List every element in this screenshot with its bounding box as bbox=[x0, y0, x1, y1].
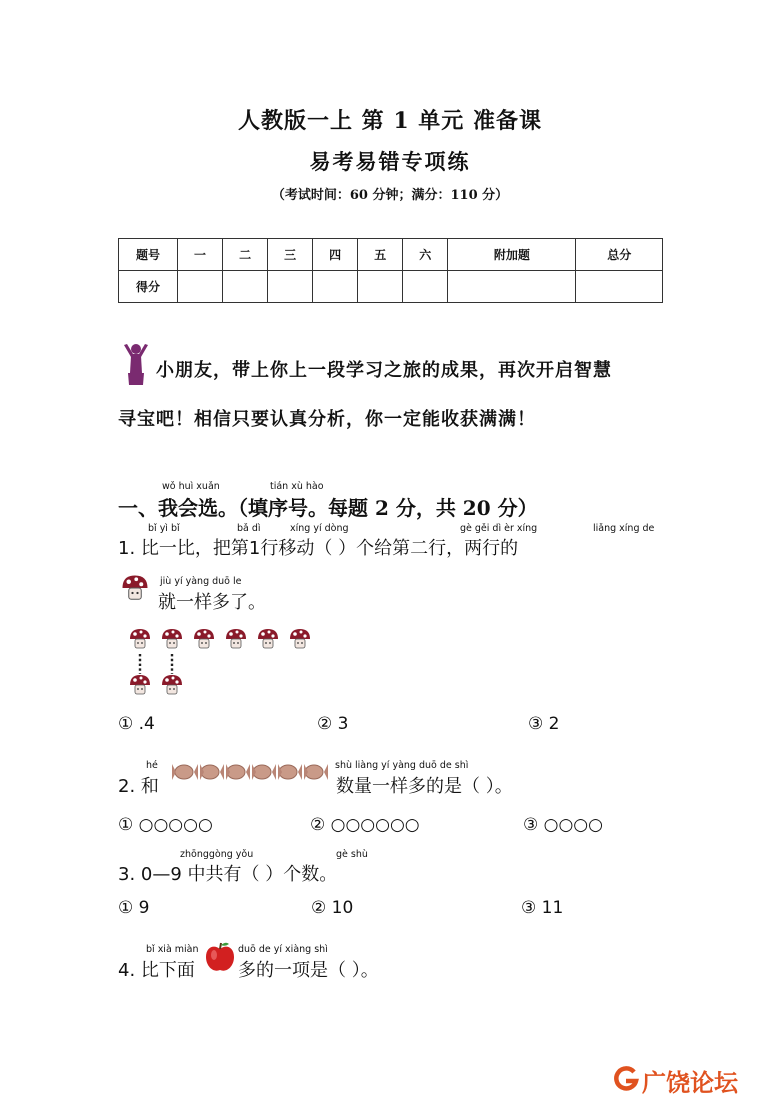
section1-pinyin-a: wǒ huì xuǎn bbox=[162, 481, 220, 492]
q1-text: 1. 比一比，把第1行移动（ ）个给第二行，两行的 bbox=[118, 538, 519, 559]
score-input-cell[interactable] bbox=[403, 271, 448, 303]
q1-pinyin: xíng yí dòng bbox=[290, 523, 349, 534]
q2-text-b: 数量一样多的是（ ）。 bbox=[336, 776, 513, 797]
q1-pinyin: bǎ dì bbox=[237, 523, 261, 534]
score-table-cell: 三 bbox=[268, 239, 313, 271]
page-title: 人教版一上 第 1 单元 准备课 bbox=[238, 108, 542, 134]
score-table bbox=[118, 238, 663, 303]
mushroom-icon bbox=[224, 627, 248, 651]
dotted-connectors bbox=[134, 654, 184, 674]
q3-text: 3. 0—9 中共有（ ）个数。 bbox=[118, 864, 338, 885]
score-table-cell: 四 bbox=[313, 239, 358, 271]
score-table-cell: 五 bbox=[358, 239, 403, 271]
intro-line-2: 寻宝吧！相信只要认真分析，你一定能收获满满！ bbox=[118, 409, 536, 430]
q3-pinyin: zhōnggòng yǒu bbox=[180, 849, 254, 860]
candy-row-icon bbox=[170, 755, 332, 789]
q4-pinyin: bǐ xià miàn bbox=[146, 944, 199, 955]
q3-pinyin: gè shù bbox=[336, 849, 368, 860]
q2-option-2[interactable]: ② ○○○○○○ bbox=[310, 815, 420, 835]
q1-pinyin: gè gěi dì èr xíng bbox=[460, 523, 538, 534]
score-table-cell: 二 bbox=[223, 239, 268, 271]
score-input-cell[interactable] bbox=[313, 271, 358, 303]
q3-option-2[interactable]: ② 10 bbox=[311, 898, 354, 918]
mushroom-icon bbox=[128, 627, 152, 651]
q1-pinyin: jiù yí yàng duō le bbox=[160, 576, 242, 587]
q1-option-1[interactable]: ① .4 bbox=[118, 714, 155, 734]
section1-title: 一、我会选。（填序号。每题 2 分，共 20 分） bbox=[118, 496, 538, 520]
q2-option-3[interactable]: ③ ○○○○ bbox=[523, 815, 603, 835]
mushroom-icon bbox=[192, 627, 216, 651]
section1-pinyin-b: tián xù hào bbox=[270, 481, 324, 492]
q1-pinyin: liǎng xíng de bbox=[593, 523, 655, 534]
q2-pinyin: hé bbox=[146, 760, 158, 771]
score-input-cell[interactable] bbox=[358, 271, 403, 303]
score-table-cell: 一 bbox=[178, 239, 223, 271]
score-table-cell: 总分 bbox=[576, 239, 663, 271]
apple-icon bbox=[204, 940, 236, 974]
q2-pinyin: shù liàng yí yàng duō de shì bbox=[335, 760, 469, 771]
exam-info: （考试时间：60 分钟；满分：110 分） bbox=[271, 188, 509, 203]
q4-pinyin: duō de yí xiàng shì bbox=[238, 944, 328, 955]
score-label: 得分 bbox=[119, 271, 178, 303]
cheering-person-icon bbox=[122, 343, 150, 387]
g-logo-icon bbox=[612, 1065, 640, 1093]
mushroom-icon bbox=[288, 627, 312, 651]
score-input-cell[interactable] bbox=[448, 271, 576, 303]
q1-text-2: 就一样多了。 bbox=[158, 592, 266, 613]
score-table-cell: 六 bbox=[403, 239, 448, 271]
mushroom-icon bbox=[120, 573, 150, 603]
q4-text-a: 4. 比下面 bbox=[118, 960, 195, 981]
page-subtitle: 易考易错专项练 bbox=[309, 149, 471, 174]
score-input-cell[interactable] bbox=[576, 271, 663, 303]
score-input-cell[interactable] bbox=[223, 271, 268, 303]
score-table-cell: 附加题 bbox=[448, 239, 576, 271]
mushroom-icon bbox=[256, 627, 280, 651]
q2-option-1[interactable]: ① ○○○○○ bbox=[118, 815, 213, 835]
score-input-cell[interactable] bbox=[178, 271, 223, 303]
q2-text-a: 2. 和 bbox=[118, 776, 159, 797]
score-input-cell[interactable] bbox=[268, 271, 313, 303]
q1-pinyin: bǐ yì bǐ bbox=[148, 523, 180, 534]
mushroom-icon bbox=[160, 673, 184, 697]
q3-option-3[interactable]: ③ 11 bbox=[521, 898, 564, 918]
q4-text-b: 多的一项是（ ）。 bbox=[238, 960, 379, 981]
mushroom-icon bbox=[160, 627, 184, 651]
footer-logo-text: 广饶论坛 bbox=[642, 1069, 738, 1097]
score-table-cell: 题号 bbox=[119, 239, 178, 271]
q1-option-2[interactable]: ② 3 bbox=[317, 714, 349, 734]
intro-line-1: 小朋友，带上你上一段学习之旅的成果，再次开启智慧 bbox=[156, 360, 612, 381]
score-table-score-row bbox=[119, 271, 663, 303]
q3-option-1[interactable]: ① 9 bbox=[118, 898, 150, 918]
score-table-header-row bbox=[119, 239, 663, 271]
q1-option-3[interactable]: ③ 2 bbox=[528, 714, 560, 734]
mushroom-icon bbox=[128, 673, 152, 697]
